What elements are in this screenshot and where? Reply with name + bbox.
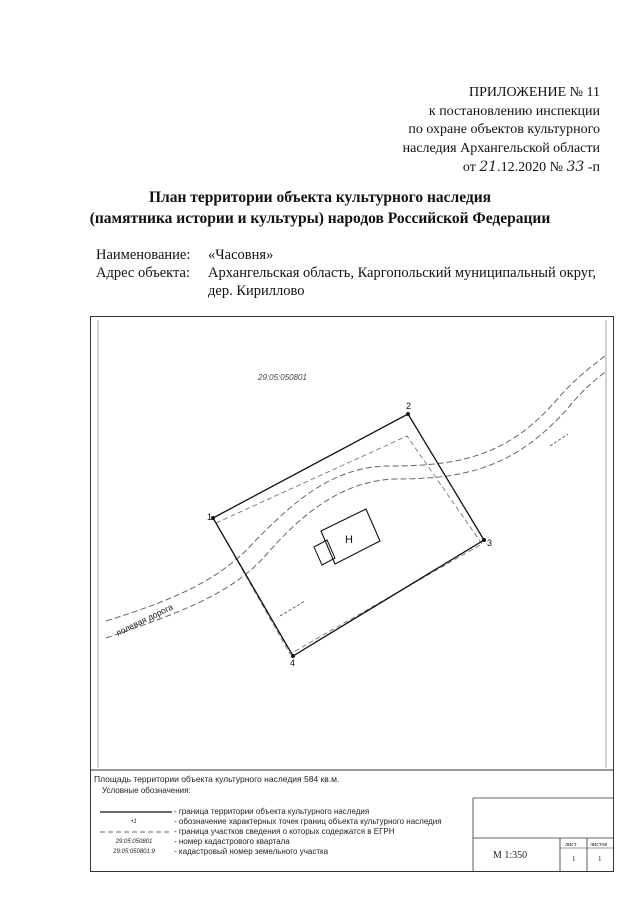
area-text: Площадь территории объекта культурного наследия 584 кв.м. bbox=[94, 774, 340, 784]
legend-item-block bbox=[90, 837, 480, 847]
point-3-label: 3 bbox=[487, 538, 493, 548]
appendix-header bbox=[340, 84, 600, 178]
point-3-marker bbox=[482, 538, 486, 542]
date-day: 21 bbox=[479, 159, 498, 175]
name-value: «Часовня» bbox=[208, 247, 274, 263]
scale-text: М 1:350 bbox=[493, 850, 528, 861]
legend-item-symbol: 29:05:050801:9 bbox=[113, 849, 155, 855]
date-rest: .12.2020 № bbox=[497, 160, 564, 175]
address-value: Архангельская область, Каргопольский муниципальный округ, дер. Кириллово bbox=[208, 265, 596, 299]
road-label: полевая дорога bbox=[114, 601, 175, 638]
appendix-line-2: к постановлению инспекции bbox=[428, 103, 600, 119]
doc-number: 33 bbox=[566, 159, 585, 175]
legend bbox=[90, 770, 614, 872]
point-4-label: 4 bbox=[290, 658, 296, 668]
appendix-title: ПРИЛОЖЕНИЕ № 11 bbox=[469, 85, 600, 100]
stamp-box bbox=[473, 824, 614, 872]
sheets-label: листов bbox=[590, 842, 608, 848]
direction-arrow-1 bbox=[280, 601, 305, 616]
legend-item-text: - кадастровый номер земельного участка bbox=[174, 847, 329, 856]
plan-frame bbox=[90, 316, 614, 872]
legend-item-text: - граница территории объекта культурного наследия bbox=[174, 807, 370, 816]
building-label: Н bbox=[345, 534, 353, 546]
title-line-1: План территории объекта культурного наследия bbox=[148, 189, 492, 206]
sheets-value: 1 bbox=[598, 855, 602, 863]
legend-item-symbol: 29:05:050801 bbox=[115, 839, 153, 845]
legend-item-symbol: •1 bbox=[131, 819, 137, 825]
name-label: Наименование: bbox=[96, 247, 191, 263]
doc-suffix: -п bbox=[587, 160, 600, 175]
date-prefix: от bbox=[462, 160, 476, 175]
legend-item-text: - обозначение характерных точек границ объекта культурного наследия bbox=[174, 817, 442, 826]
appendix-line-3: по охране объектов культурного bbox=[408, 122, 600, 137]
point-1-label: 1 bbox=[207, 512, 213, 522]
name-row bbox=[96, 246, 603, 264]
sheet-label: лист bbox=[565, 842, 577, 848]
legend-item-boundary bbox=[90, 807, 480, 817]
legend-item-text: - номер кадастрового квартала bbox=[174, 837, 290, 846]
title-line-2: (памятника истории и культуры) народов Российской Федерации bbox=[89, 210, 551, 227]
appendix-line-4: наследия Архангельской области bbox=[402, 140, 600, 156]
document-title bbox=[0, 187, 640, 229]
road-edge-bottom bbox=[106, 372, 605, 638]
object-info bbox=[96, 246, 603, 300]
address-label: Адрес объекта: bbox=[96, 265, 190, 281]
cadastral-block-label: 29:05:050801 bbox=[258, 373, 307, 382]
legend-item-egrn bbox=[90, 827, 480, 837]
address-row bbox=[96, 264, 603, 300]
point-2-label: 2 bbox=[406, 401, 412, 411]
road-edge-top bbox=[106, 356, 605, 621]
appendix-date-line bbox=[340, 158, 600, 178]
legend-item-parcel bbox=[90, 847, 480, 857]
direction-arrow-2 bbox=[550, 434, 568, 446]
conditions-title: Условные обозначения: bbox=[102, 786, 191, 795]
legend-item-text: - граница участков сведения о которых содержатся в ЕГРН bbox=[174, 827, 395, 836]
sheet-value: 1 bbox=[572, 855, 576, 863]
chapel-annex bbox=[314, 540, 335, 565]
legend-item-points bbox=[90, 817, 480, 827]
point-2-marker bbox=[406, 412, 410, 416]
